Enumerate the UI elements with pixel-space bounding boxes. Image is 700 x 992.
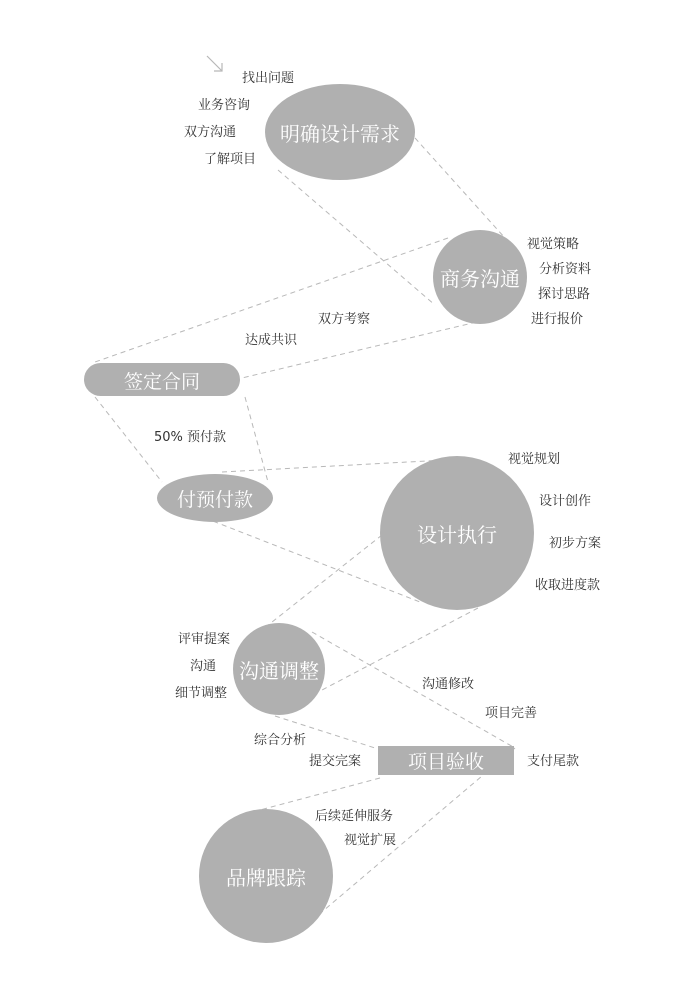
- node-clarify-needs: 明确设计需求: [280, 121, 400, 146]
- connector: [415, 138, 505, 238]
- node-communication-adjustment: 沟通调整: [239, 658, 319, 683]
- note-follow-up-service: 后续延伸服务: [315, 809, 394, 824]
- note-project-refine: 项目完善: [485, 706, 538, 721]
- node-project-acceptance: 项目验收: [407, 751, 484, 773]
- node-pay-deposit: 付预付款: [176, 488, 253, 511]
- note-understand-project: 了解项目: [204, 152, 257, 167]
- note-analyze-materials: 分析资料: [539, 262, 592, 277]
- note-progress-payment: 收取进度款: [535, 578, 601, 593]
- note-review-proposal: 评审提案: [178, 632, 231, 647]
- note-detail-adjustment: 细节调整: [175, 686, 228, 701]
- connector: [242, 320, 485, 378]
- node-design-execution: 设计执行: [417, 522, 497, 547]
- note-design-creation: 设计创作: [539, 494, 592, 509]
- note-visual-planning: 视觉规划: [508, 452, 561, 467]
- note-mutual-communication: 双方沟通: [184, 125, 237, 140]
- connector: [95, 397, 162, 482]
- node-sign-contract: 签定合同: [123, 370, 200, 393]
- note-deposit-percent: 50% 预付款: [154, 430, 227, 445]
- note-visual-expansion: 视觉扩展: [344, 833, 397, 848]
- note-reach-consensus: 达成共识: [245, 333, 298, 348]
- note-mutual-inspection: 双方考察: [318, 312, 371, 327]
- connector: [312, 632, 515, 748]
- node-business-communication: 商务沟通: [440, 266, 520, 291]
- note-comprehensive-analysis: 综合分析: [254, 733, 307, 748]
- connector: [245, 397, 268, 482]
- connector: [278, 170, 435, 305]
- connector: [260, 778, 380, 810]
- note-find-problems: 找出问题: [242, 71, 295, 86]
- note-business-consult: 业务咨询: [198, 98, 251, 113]
- note-visual-strategy: 视觉策略: [527, 237, 580, 252]
- note-submit-final: 提交完案: [309, 754, 362, 769]
- node-brand-tracking: 品牌跟踪: [226, 865, 306, 890]
- note-quotation: 进行报价: [531, 312, 584, 327]
- node-shapes: [84, 84, 534, 943]
- connector: [262, 535, 382, 630]
- connector: [222, 460, 445, 472]
- arrow-down-right-icon: [207, 56, 222, 71]
- note-final-payment: 支付尾款: [527, 754, 580, 769]
- note-communicate: 沟通: [190, 659, 217, 674]
- note-discuss-ideas: 探讨思路: [538, 287, 591, 302]
- note-initial-proposal: 初步方案: [549, 536, 602, 551]
- note-revise-communication: 沟通修改: [422, 677, 475, 692]
